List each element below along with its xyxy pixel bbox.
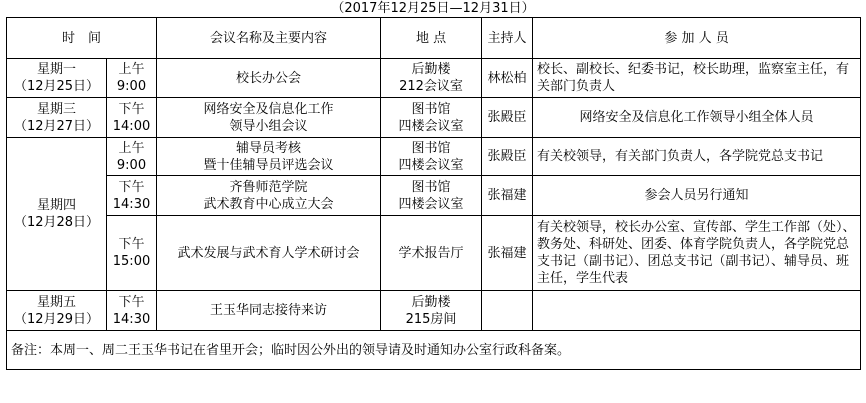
- attendees-cell: 网络安全及信息化工作领导小组全体人员: [533, 98, 861, 138]
- location-cell: 图书馆 四楼会议室: [381, 98, 482, 138]
- table-row: [7, 216, 861, 291]
- host-cell: 张殿臣: [482, 138, 533, 176]
- attendees-cell: 参会人员另行通知: [533, 176, 861, 216]
- note-text: 备注：本周一、周二王玉华书记在省里开会；临时因公外出的领导请及时通知办公室行政科备案。: [7, 331, 861, 370]
- table-row: [7, 176, 861, 216]
- meeting-cell: 齐鲁师范学院 武术教育中心成立大会: [157, 176, 381, 216]
- location-cell: 后勤楼 212会议室: [381, 59, 482, 98]
- attendees-cell: [533, 291, 861, 331]
- location-cell: 后勤楼 215房间: [381, 291, 482, 331]
- meeting-cell: 王玉华同志接待来访: [157, 291, 381, 331]
- table-header-row: [7, 18, 861, 59]
- header-time: 时 间: [7, 18, 157, 59]
- host-cell: 张福建: [482, 176, 533, 216]
- host-cell: [482, 291, 533, 331]
- location-cell: 图书馆 四楼会议室: [381, 176, 482, 216]
- time-cell: 下午 15:00: [107, 216, 157, 291]
- attendees-cell: 有关校领导，有关部门负责人，各学院党总支书记: [533, 138, 861, 176]
- note-row: [7, 331, 861, 370]
- host-cell: 张福建: [482, 216, 533, 291]
- day-cell: 星期五 （12月29日）: [7, 291, 107, 331]
- time-cell: 上午 9:00: [107, 138, 157, 176]
- meeting-cell: 辅导员考核 暨十佳辅导员评选会议: [157, 138, 381, 176]
- attendees-cell: 校长、副校长、纪委书记，校长助理，监察室主任，有关部门负责人: [533, 59, 861, 98]
- day-cell: 星期一 （12月25日）: [7, 59, 107, 98]
- meeting-cell: 武术发展与武术育人学术研讨会: [157, 216, 381, 291]
- time-cell: 下午 14:30: [107, 176, 157, 216]
- schedule-table: [6, 17, 861, 370]
- meeting-cell: 校长办公会: [157, 59, 381, 98]
- table-row: [7, 59, 861, 98]
- table-row: [7, 98, 861, 138]
- time-cell: 下午 14:30: [107, 291, 157, 331]
- table-row: [7, 291, 861, 331]
- header-host: 主持人: [482, 18, 533, 59]
- location-cell: 学术报告厅: [381, 216, 482, 291]
- header-meeting: 会议名称及主要内容: [157, 18, 381, 59]
- table-row: [7, 138, 861, 176]
- location-cell: 图书馆 四楼会议室: [381, 138, 482, 176]
- time-cell: 上午 9:00: [107, 59, 157, 98]
- time-cell: 下午 14:00: [107, 98, 157, 138]
- day-cell: 星期四 （12月28日）: [7, 138, 107, 291]
- header-location: 地 点: [381, 18, 482, 59]
- day-cell: 星期三 （12月27日）: [7, 98, 107, 138]
- attendees-cell: 有关校领导，校长办公室、宣传部、学生工作部（处）、教务处、科研处、团委、体育学院负责人，各学院党总支书记（副书记）、团总支书记（副书记）、辅导员、班主任，学生代表: [533, 216, 861, 291]
- host-cell: 林松柏: [482, 59, 533, 98]
- meeting-cell: 网络安全及信息化工作 领导小组会议: [157, 98, 381, 138]
- host-cell: 张殿臣: [482, 98, 533, 138]
- header-attendees: 参 加 人 员: [533, 18, 861, 59]
- schedule-subtitle: （2017年12月25日—12月31日）: [331, 1, 535, 16]
